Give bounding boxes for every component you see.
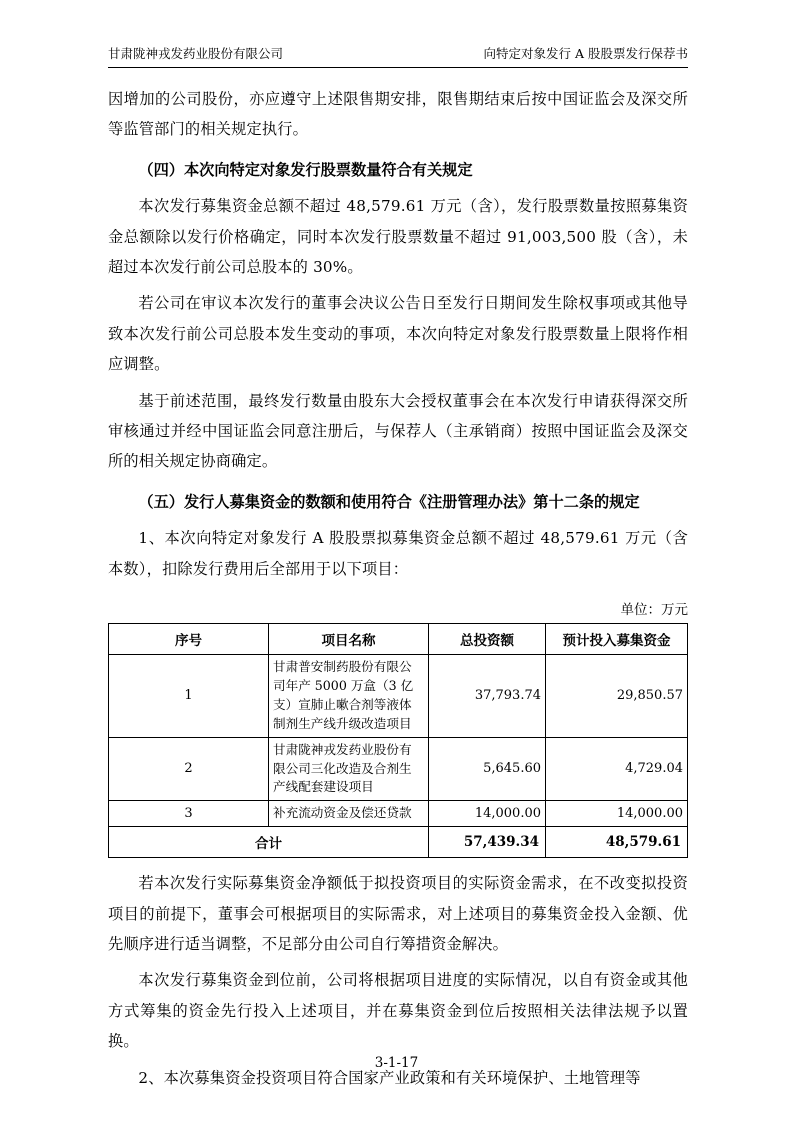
column-header-project-name: 项目名称 xyxy=(269,624,429,655)
paragraph-final-quantity: 基于前述范围，最终发行数量由股东大会授权董事会在本次发行申请获得深交所审核通过并经中国证监会同意注册后，与保荐人（主承销商）按照中国证监会及深交所的相关规定协商确定。 xyxy=(108,391,688,471)
column-header-no: 序号 xyxy=(109,624,269,655)
fund-usage-table xyxy=(108,623,688,858)
header-company-name: 甘肃陇神戎发药业股份有限公司 xyxy=(108,46,284,61)
cell-no: 3 xyxy=(109,801,269,827)
spacer xyxy=(108,477,688,487)
paragraph-fund-usage: 1、本次向特定对象发行 A 股股票拟募集资金总额不超过 48,579.61 万元（含本数），扣除发行费用后全部用于以下项目： xyxy=(108,529,688,578)
page-number: 3-1-17 xyxy=(374,1055,419,1071)
cell-total-investment: 5,645.60 xyxy=(429,737,546,801)
cell-planned-funds: 14,000.00 xyxy=(546,801,688,827)
column-header-total-investment: 总投资额 xyxy=(429,624,546,655)
cell-total-investment: 14,000.00 xyxy=(429,801,546,827)
cell-planned-funds: 29,850.57 xyxy=(546,655,688,738)
spacer xyxy=(108,858,688,868)
cell-no: 2 xyxy=(109,737,269,801)
cell-total-investment-sum: 57,439.34 xyxy=(429,827,546,858)
table-body xyxy=(109,655,688,858)
paragraph-shortfall: 若本次发行实际募集资金净额低于拟投资项目的实际资金需求，在不改变拟投资项目的前提下，董事会可根据项目的实际需求，对上述项目的募集资金投入金额、优先顺序进行适当调整，不足部分由公司自行筹措资金解决。 xyxy=(108,874,688,954)
paragraph-policy-compliance: 2、本次募集资金投资项目符合国家产业政策和有关环境保护、土地管理等 xyxy=(138,1068,641,1087)
page-header xyxy=(108,46,688,67)
cell-project-name: 甘肃普安制药股份有限公司年产 5000 万盒（3 亿支）宣肺止嗽合剂等液体制剂生产线升级改造项目 xyxy=(269,655,429,738)
paragraph-adjustment: 若公司在审议本次发行的董事会决议公告日至发行日期间发生除权事项或其他导致本次发行前公司总股本发生变动的事项，本次向特定对象发行股票数量上限将作相应调整。 xyxy=(108,294,688,374)
table-header-row xyxy=(109,624,688,655)
paragraph-issue-amount: 本次发行募集资金总额不超过 48,579.61 万元（含），发行股票数量按照募集资金总额除以发行价格确定，同时本次发行股票数量不超过 91,003,500 股（含），未超过本次发行前公司总股本的 30%。 xyxy=(108,197,688,277)
table-header xyxy=(109,624,688,655)
column-header-planned-funds: 预计投入募集资金 xyxy=(546,624,688,655)
header-divider xyxy=(108,67,688,68)
table-row xyxy=(109,737,688,801)
section-heading-four: （四）本次向特定对象发行股票数量符合有关规定 xyxy=(138,160,473,179)
page-footer xyxy=(0,1055,793,1071)
table-unit-label: 单位：万元 xyxy=(620,602,688,619)
table-total-row xyxy=(109,827,688,858)
section-heading-five: （五）发行人募集资金的数额和使用符合《注册管理办法》第十二条的规定 xyxy=(138,492,640,511)
cell-planned-funds: 4,729.04 xyxy=(546,737,688,801)
paragraph-continued: 因增加的公司股份，亦应遵守上述限售期安排，限售期结束后按中国证监会及深交所等监管部门的相关规定执行。 xyxy=(108,90,688,139)
cell-total-label: 合计 xyxy=(109,827,429,858)
page-content xyxy=(108,46,688,1093)
table-row xyxy=(109,801,688,827)
spacer xyxy=(108,145,688,155)
cell-no: 1 xyxy=(109,655,269,738)
cell-planned-funds-sum: 48,579.61 xyxy=(546,827,688,858)
table-row xyxy=(109,655,688,738)
cell-total-investment: 37,793.74 xyxy=(429,655,546,738)
cell-project-name: 甘肃陇神戎发药业股份有限公司三化改造及合剂生产线配套建设项目 xyxy=(269,737,429,801)
cell-project-name: 补充流动资金及偿还贷款 xyxy=(269,801,429,827)
header-document-title: 向特定对象发行 A 股股票发行保荐书 xyxy=(483,46,688,61)
paragraph-pre-funding: 本次发行募集资金到位前，公司将根据项目进度的实际情况，以自有资金或其他方式筹集的资金先行投入上述项目，并在募集资金到位后按照相关法律法规予以置换。 xyxy=(108,971,688,1051)
